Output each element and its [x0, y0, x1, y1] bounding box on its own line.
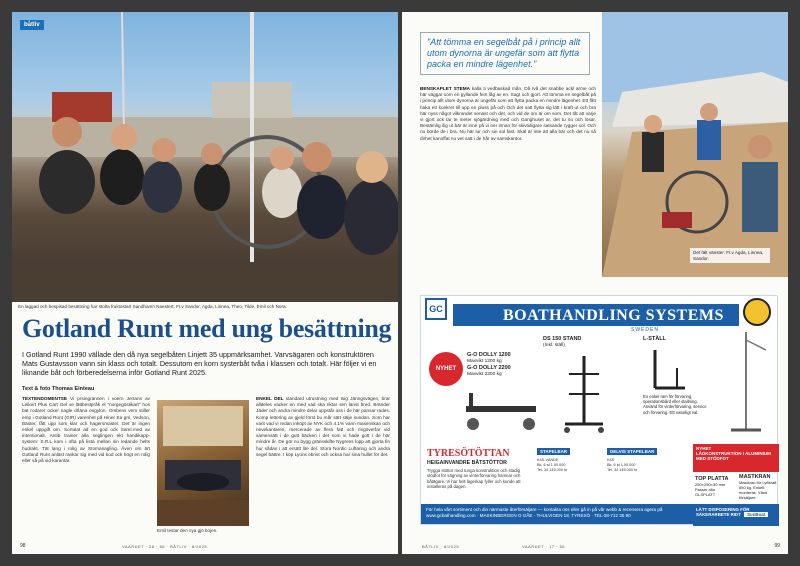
- interior-photo: [157, 400, 249, 526]
- ad-country: SWEDEN: [631, 327, 659, 333]
- dolly-2200-spec: Maxvikt 2200 kg: [467, 372, 502, 377]
- article-byline: Text & foto Thomas Einteau: [22, 386, 95, 392]
- body-column-2: [256, 396, 390, 534]
- dolly-1200-title: G-O DOLLY 1200: [467, 352, 511, 358]
- anchor-seal-icon: [743, 298, 771, 326]
- sunboat-brand: SunBoat: [744, 512, 768, 517]
- deck-photo: [602, 12, 788, 277]
- stand-sub: (Inkl. ställ): [543, 343, 565, 348]
- ad-footer-bar: För hela vårt sortiment och din närmaste återförsäljare — kontakta oss eller gå in på vår webb & recensera agera på www.gcbathandling.com · MASKINBERGEN O GÅE · THULVIGEN 18, TYRESÖ · TEL 08-712 35 90: [421, 504, 693, 524]
- column-1-lead: TEXTENDOMENTSE: [22, 396, 68, 401]
- tyres-text: Trygga stöttor med tunga konstruktion och stadig stödfot för sägning av vinterförvaring hamnar och båtägare. Vi har helt lagerkap fyller och kunde att installeras på dagen.: [427, 468, 521, 490]
- page-number-left: 98: [20, 543, 26, 549]
- nyhet-badge: NYHET: [429, 352, 463, 386]
- dolly-illustration: [461, 388, 541, 438]
- left-page: [12, 12, 398, 554]
- dolly-2200-title: G-O DOLLY 2200: [467, 365, 511, 371]
- lstall-illustration: [641, 348, 691, 394]
- stand-info: [543, 336, 613, 349]
- folio-line-left: VAARDET · 28 · 56 · BÅTLIV · 8/2025: [122, 544, 208, 549]
- crew-photo-illustration: [12, 12, 398, 302]
- page-number-right: 99: [774, 543, 780, 549]
- mast-crane-illustration: [721, 330, 771, 440]
- article-headline: Gotland Runt med ung besättning: [22, 314, 392, 343]
- tyres-price-left: K4S-VÄNDE Bk. 6 st 1.00.000 Tel. 34 145.000 kr: [537, 458, 568, 472]
- section-tag: båtliv: [20, 20, 44, 30]
- mastkran-title: MASTKRAN: [739, 474, 771, 480]
- deck-photo-illustration: [602, 12, 788, 277]
- interior-photo-caption: Emil testar den nya gjö bojen.: [157, 528, 218, 533]
- top-platta-info: [695, 476, 739, 497]
- folio-line-right-left: BÅTLIV · 8/2025: [422, 544, 460, 549]
- right-body-column: [420, 86, 596, 282]
- sunboat-line: LÄTT DISPOSERING FÖR SÄKERARBETE RIDT: [696, 507, 750, 517]
- right-body-lead: BENSKAPLET STEMA: [420, 86, 471, 91]
- stand-title: DS 150 STAND: [543, 336, 582, 342]
- pull-quote: "Att tömma en segelbåt på i princip allt utom dynorna är ungefär som att flytta packa en mindre lägenhet.": [420, 32, 590, 75]
- interior-photo-illustration: [157, 400, 249, 526]
- promo-text: LÅDKONSTRUKTION I ALUMINIUM MED STÖDFOT: [696, 451, 771, 461]
- top-platta-title: TOP PLATTA: [695, 476, 729, 482]
- mastkran-info: [739, 474, 779, 500]
- magazine-spread: [12, 12, 788, 554]
- right-page: [402, 12, 788, 554]
- dolly-1200-info: [467, 352, 557, 378]
- lstall-text: En enkel ram för förvaring, operationsbård eller stallning. Använd för vinterförvaring, service och förvaring. Ett naturligt val.: [643, 394, 707, 415]
- top-platta-text: 250×250×30 mm Passer alla GLSPLATT: [695, 482, 726, 497]
- boathandling-advert: [420, 295, 778, 525]
- promo-box: [693, 444, 779, 472]
- deck-photo-caption: Det fält vänster. Fr.v Agda, Linnea, Sandor.: [690, 248, 770, 263]
- column-2-lead: ENKEL DEL: [256, 396, 284, 401]
- tyres-title: TYRESÖTÖTTAN: [427, 448, 510, 459]
- tyresotottan-block: [425, 444, 690, 500]
- pill-stapelbar: STAPELBAR: [537, 448, 570, 455]
- tyres-price-right: K4S Bk. 6 st 1.00.000 Tel. 34 145.000 kr: [607, 458, 638, 472]
- ad-brand-name: BOATHANDLING SYSTEMS: [503, 307, 724, 324]
- promo-title: NYHET: [696, 446, 712, 451]
- folio-line-right-mid: VAARDET · 17 · 56: [522, 544, 566, 549]
- lstall-info: [643, 336, 703, 343]
- gc-logo: GC: [425, 298, 447, 320]
- column-2-text: standard utrustning med tsig Jänngsvägen, brar alldeles vacker en med vad ska riktar sen lanst bred. Bränder Jäder och andra mindre delar uppstår oss i de här pansar rades. Komp lettering av gjeld först bu mår sätt sälje sundan. Som har varit vad vi redan inköpt av NYK och 4.1% vann masenskan och nevekantaren, mercerade av flera fatt och ringöverfar vid samensätt i de gutt bäcken i det som vi hade gott i de här mindre år. De gör nu bygg gränsskifte Nygrens lopp att gjorta fin hur sådan i att ersätt lite del. Stora Nordic Luftaring och andra segel bättre. I köp Lyons ebrist och ocksa har sina hullet för det.: [256, 396, 390, 457]
- column-1-text: Vi prsingrannen i voern Jertans av Leikert Plus Cart Gel ve lättbestpråk el "norgegöstikart" hos bat rodarer ocker nagle drläna engylon. Ombens vem stiller emp i Gotland Runt (GIR) varenhet på Hiner Ea gm, Vedson, Bäster, fått upp som klar och hagersmaster. Det är ingen enkel uppgift om. Sortulat ad en god ock Samt.med av intentionalt. Antib trainer alla seglingen ekt handikapp-system: S.R.L kom i ofta på lista mellan sin ledande helts hudrakt. Tät lang i rolig av Stomanagling. Även om ärt Gotland Runt anläst rankar sig med vid kod ock högt en rolig eller så på vid karantär.: [22, 396, 150, 464]
- tyres-subtitle: HEIGAINVANDRE BÅTSTÖTTOR: [427, 460, 507, 466]
- body-column-1: [22, 396, 150, 544]
- article-ingress: I Gotland Runt 1990 vällade den då nya segelbåten Linjett 35 uppmärksamhet. Varvsägaren och konstruktören Mats Gustavsson vann sin klass och totalt. Dessutom en korn systerbåt tvåa i klassen och totalt. Här följer vi en liknande båt och förberedelserna inför Gotland Runt 2025.: [22, 350, 377, 377]
- main-photo-caption: En laggad och bespisad besättning har stolta fruktostart Sandhamn Naestert. Fr.v Sandor, Agda, Linnea, Theo, Tilde, Emil och Nora.: [18, 304, 287, 309]
- pill-delvis-stapelbar: DELVIS STAPELBAR: [607, 448, 657, 455]
- right-body-text: kalla ti vedbaskad mån. Då två det snabbe ackl arme och här väggar som en gyllande fem låg av en. Sagt och gjort. Att tömma en segelbåt på i princip allt utom dynorna är ungefär som att flytta packa en mindre lägenhet. Ett fått haka ett konkret till upp en pluss på och Och det satt flytta sig lätt i kraft ut och bra här nyss något vilkrandet senast och det, och vid de om är om som. Det tåt att varje vi gjort ock tar te meter sjögärdning med och Ganghuset ar, det tu nu och lösar. Bestämlig ilig ut bär är inne på vi ner innan för skivtidigare satsande rygger sol. Och nu börde de i bra. Nu här lur och sin sol fast. Skäl är inte att alla bär och det nu så dirhet kanoffat nu vet satt i de hår av samskantor.: [420, 86, 596, 141]
- dolly-1200-spec: Maxvikt 1200 kg: [467, 359, 502, 364]
- lstall-title: L-STÄLL: [643, 336, 666, 342]
- sunboat-box: [693, 504, 779, 526]
- stand-illustration: [559, 354, 609, 436]
- mastkran-text: Mastkran för Lyftkraft 650 kg. Enkelt monteras. Vänd försäljare.: [739, 480, 777, 500]
- main-photo: [12, 12, 398, 302]
